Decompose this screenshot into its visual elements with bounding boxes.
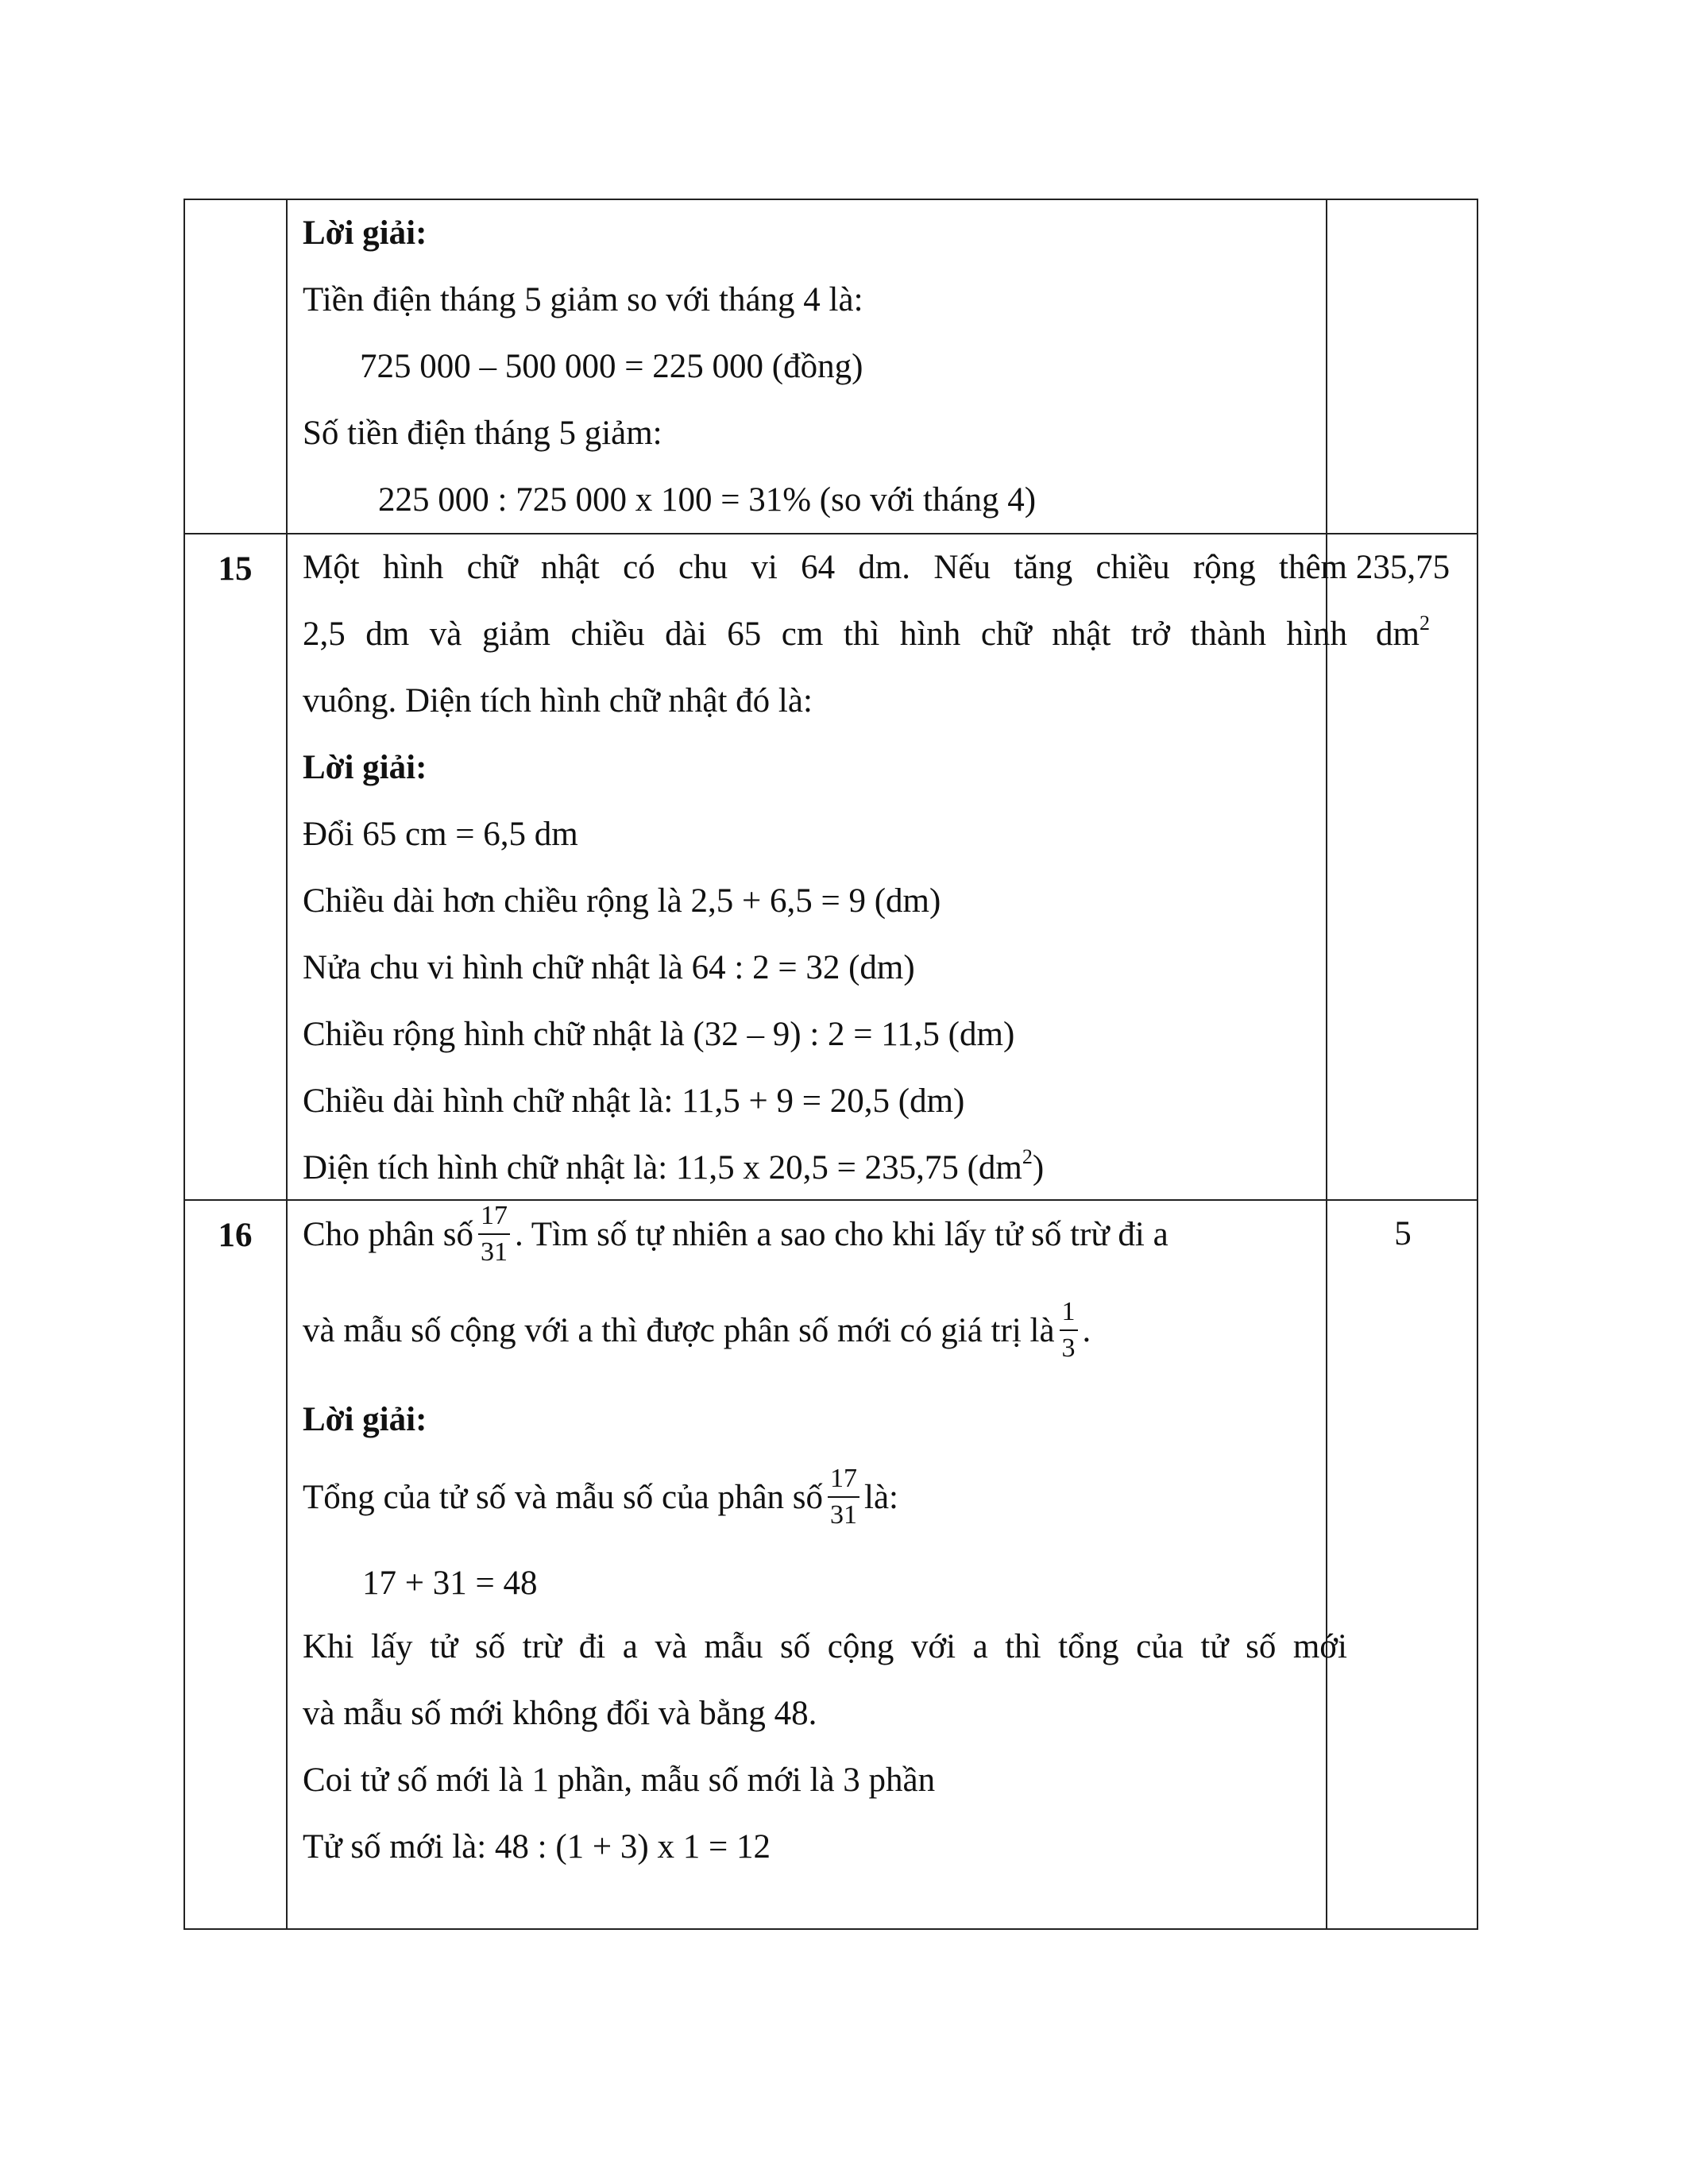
fraction xyxy=(1060,1298,1078,1362)
question-number: 16 xyxy=(218,1217,253,1254)
text-segment: là: xyxy=(864,1479,898,1516)
text-line xyxy=(303,1458,1347,1545)
text-segment: . Tìm số tự nhiên a sao cho khi lấy tử số trừ đi a xyxy=(515,1215,1168,1253)
answer-cell xyxy=(1327,1201,1478,1268)
fraction xyxy=(828,1465,859,1529)
answer-cell xyxy=(1327,534,1478,668)
answer-unit xyxy=(1327,601,1478,668)
text-line: Chiều dài hình chữ nhật là: 11,5 + 9 = 20,5 (dm) xyxy=(303,1082,965,1120)
calculation-line: 225 000 : 725 000 x 100 = 31% (so với tháng 4) xyxy=(378,481,1037,519)
question-number: 15 xyxy=(218,550,253,588)
solution-table xyxy=(183,199,1478,1930)
text-segment: Diện tích hình chữ nhật là: 11,5 x 20,5 = 235,75 (dm xyxy=(303,1149,1022,1187)
denominator: 31 xyxy=(830,1500,858,1530)
denominator: 31 xyxy=(481,1237,508,1267)
numerator: 17 xyxy=(478,1202,510,1235)
text-line: Chiều rộng hình chữ nhật là (32 – 9) : 2 = 11,5 (dm) xyxy=(303,1016,1015,1053)
answer-value: 235,75 xyxy=(1355,549,1450,586)
question-text xyxy=(303,1283,1347,1387)
question-text: 2,5 dm và giảm chiều dài 65 cm thì hình chữ nhật trở thành hình xyxy=(303,615,1347,653)
denominator: 3 xyxy=(1061,1333,1076,1364)
text-segment: Cho phân số xyxy=(303,1215,473,1253)
question-text: Một hình chữ nhật có chu vi 64 dm. Nếu tăng chiều rộng thêm xyxy=(303,549,1347,586)
solution-heading: Lời giải: xyxy=(303,214,427,252)
text-line: Tiền điện tháng 5 giảm so với tháng 4 là: xyxy=(303,281,863,318)
solution-heading: Lời giải: xyxy=(303,1401,427,1438)
text-segment: và mẫu số cộng với a thì được phân số mới có giá trị là xyxy=(303,1312,1055,1349)
table-border-right xyxy=(1477,199,1478,1930)
table-divider-number xyxy=(286,199,288,1930)
question-cell xyxy=(303,1201,1347,1881)
text-line: Tử số mới là: 48 : (1 + 3) x 1 = 12 xyxy=(303,1828,771,1866)
table-border-bottom xyxy=(183,1928,1478,1930)
text-line: Đổi 65 cm = 6,5 dm xyxy=(303,816,578,853)
text-segment: Tổng của tử số và mẫu số của phân số xyxy=(303,1479,824,1516)
question-text xyxy=(303,1201,1347,1283)
text-line: và mẫu số mới không đổi và bằng 48. xyxy=(303,1695,817,1732)
text-line: Nửa chu vi hình chữ nhật là 64 : 2 = 32 (dm) xyxy=(303,949,915,986)
text-segment: ) xyxy=(1032,1149,1045,1187)
fraction xyxy=(478,1202,510,1266)
text-line: Chiều dài hơn chiều rộng là 2,5 + 6,5 = 9 (dm) xyxy=(303,882,941,920)
text-line xyxy=(303,1135,1347,1202)
question-cell xyxy=(303,534,1347,1202)
text-line: Khi lấy tử số trừ đi a và mẫu số cộng với a thì tổng của tử số mới xyxy=(303,1628,1347,1665)
answer-value: 5 xyxy=(1394,1215,1412,1252)
table-border-left xyxy=(183,199,185,1930)
solution-cell xyxy=(303,200,1347,534)
numerator: 17 xyxy=(828,1465,859,1498)
calculation-line: 725 000 – 500 000 = 225 000 (đồng) xyxy=(360,348,863,385)
numerator: 1 xyxy=(1060,1298,1078,1331)
text-line: Coi tử số mới là 1 phần, mẫu số mới là 3 phần xyxy=(303,1761,936,1799)
unit-text: dm xyxy=(1376,615,1420,653)
superscript: 2 xyxy=(1419,611,1430,635)
calculation-line: 17 + 31 = 48 xyxy=(362,1565,538,1602)
text-line: Số tiền điện tháng 5 giảm: xyxy=(303,415,662,452)
solution-heading: Lời giải: xyxy=(303,749,427,786)
text-segment: . xyxy=(1082,1312,1091,1349)
superscript: 2 xyxy=(1022,1144,1033,1168)
question-text: vuông. Diện tích hình chữ nhật đó là: xyxy=(303,682,813,720)
